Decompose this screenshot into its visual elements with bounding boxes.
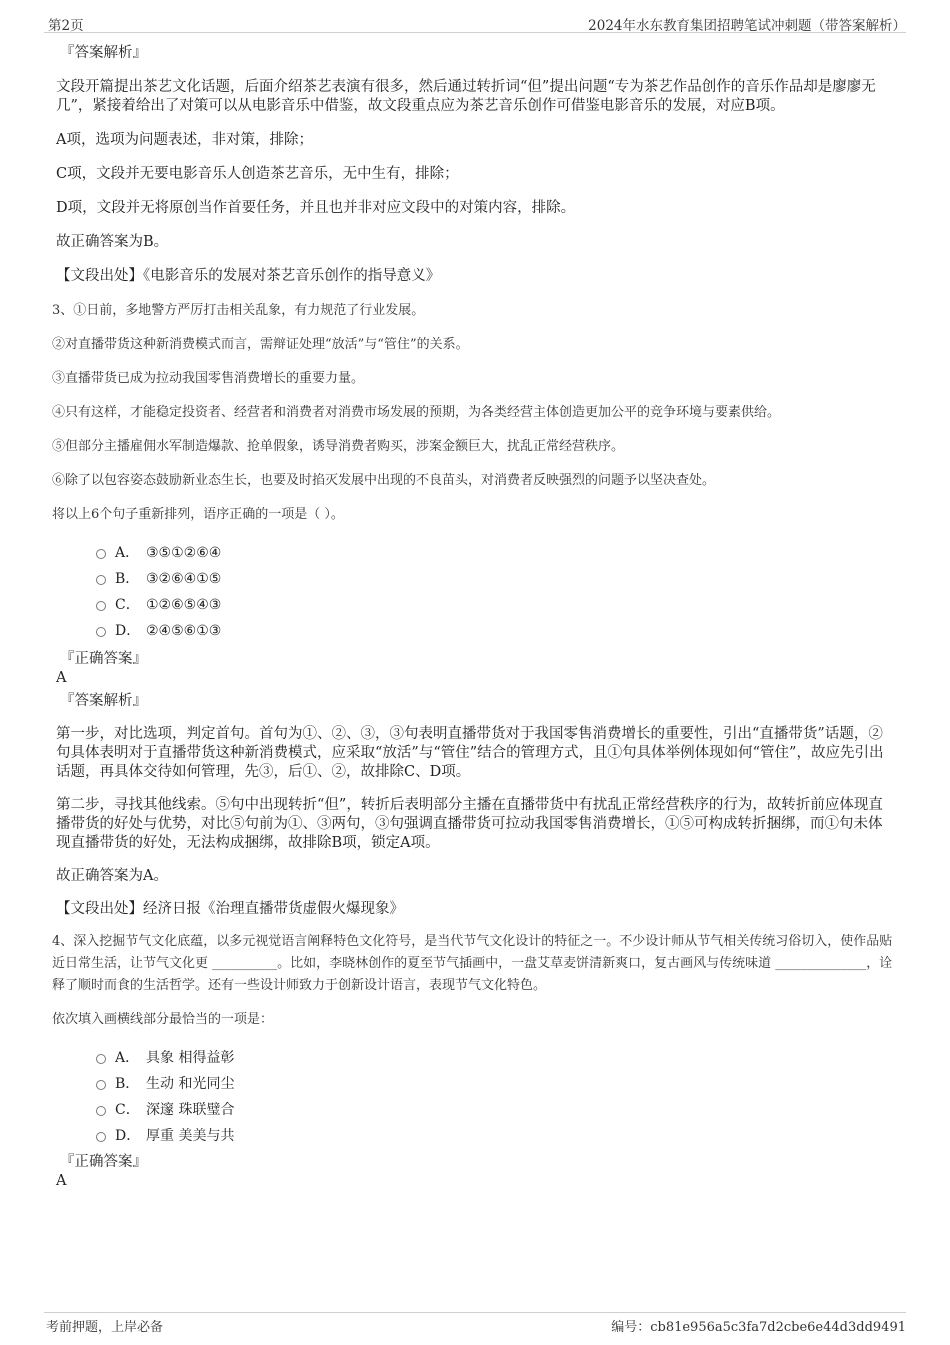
page-content xyxy=(52,44,896,1191)
option-letter: D． xyxy=(115,1128,141,1144)
analysis-paragraph: A项，选项为问题表述，非对策，排除； xyxy=(56,132,313,148)
source-citation: 【文段出处】经济日报《治理直播带货虚假火爆现象》 xyxy=(56,901,404,917)
page-footer xyxy=(44,1312,906,1343)
analysis-label: 『答案解析』 xyxy=(60,693,147,709)
radio-button[interactable] xyxy=(96,1054,106,1064)
question-sentence: ③直播带货已成为拉动我国零售消费增长的重要力量。 xyxy=(52,371,365,386)
option-b[interactable] xyxy=(56,566,896,592)
page-header xyxy=(44,12,906,33)
option-letter: C． xyxy=(115,1102,140,1118)
option-d[interactable] xyxy=(56,1123,896,1149)
answer-conclusion: 故正确答案为B。 xyxy=(56,234,169,250)
question-sentence: 3、①日前，多地警方严厉打击相关乱象，有力规范了行业发展。 xyxy=(52,303,425,318)
radio-button[interactable] xyxy=(96,575,106,585)
option-text: ③②⑥④①⑤ xyxy=(146,571,222,587)
question-sentence: ②对直播带货这种新消费模式而言，需辩证处理“放活”与“管住”的关系。 xyxy=(52,337,469,352)
option-text: 厚重 美美与共 xyxy=(146,1128,235,1144)
option-d[interactable] xyxy=(56,618,896,644)
options-list xyxy=(56,1045,896,1149)
question-prompt: 依次填入画横线部分最恰当的一项是： xyxy=(52,1012,274,1027)
analysis-paragraph: 第二步，寻找其他线索。⑤句中出现转折“但”，转折后表明部分主播在直播带货中有扰乱正常经营秩序的行为，故转折前应体现直播带货的好处与优势，对比⑤句前为①、③两句，③句强调直播带货可拉动我国零售消费增长，①⑤可构成转折捆绑，而①句未体现直播带货的好处，无法构成捆绑，故排除B项，锁定A项。 xyxy=(56,797,883,851)
analysis-paragraph: 文段开篇提出茶艺文化话题，后面介绍茶艺表演有很多，然后通过转折词“但”提出问题“专为茶艺作品创作的音乐作品却是廖廖无几”，紧接着给出了对策可以从电影音乐中借鉴，故文段重点应为茶艺音乐创作可借鉴电影音乐的发展，对应B项。 xyxy=(56,79,876,114)
option-text: 生动 和光同尘 xyxy=(146,1076,235,1092)
option-letter: C． xyxy=(115,597,140,613)
analysis-paragraph: D项，文段并无将原创当作首要任务，并且也并非对应文段中的对策内容，排除。 xyxy=(56,200,576,216)
option-letter: D． xyxy=(115,623,141,639)
question-sentence: ④只有这样，才能稳定投资者、经营者和消费者对消费市场发展的预期，为各类经营主体创造更加公平的竞争环境与要素供给。 xyxy=(52,405,781,420)
page-number: 第2页 xyxy=(48,18,84,34)
option-letter: A． xyxy=(115,545,140,561)
radio-button[interactable] xyxy=(96,627,106,637)
answer-conclusion: 故正确答案为A。 xyxy=(56,868,168,884)
option-b[interactable] xyxy=(56,1071,896,1097)
correct-answer: A xyxy=(56,1173,67,1189)
options-list xyxy=(56,540,896,644)
radio-button[interactable] xyxy=(96,601,106,611)
correct-answer-label: 『正确答案』 xyxy=(60,651,147,667)
footer-code xyxy=(611,1316,906,1335)
analysis-paragraph: 第一步，对比选项，判定首句。首句为①、②、③，③句表明直播带货对于我国零售消费增长的重要性，引出“直播带货”话题，②句具体表明对于直播带货这种新消费模式，应采取“放活”与“管住”结合的管理方式，且①句具体举例体现如何“管住”，故应先引出话题，再具体交待如何管理，先③，后①、②，故排除C、D项。 xyxy=(56,726,884,780)
code-value: cb81e956a5c3fa7d2cbe6e44d3dd9491 xyxy=(650,1320,906,1335)
option-a[interactable] xyxy=(56,1045,896,1071)
radio-button[interactable] xyxy=(96,1080,106,1090)
option-text: ②④⑤⑥①③ xyxy=(146,623,222,639)
option-text: 深邃 珠联璧合 xyxy=(146,1102,235,1118)
analysis-paragraph: C项，文段并无要电影音乐人创造茶艺音乐，无中生有，排除； xyxy=(56,166,459,182)
option-letter: A． xyxy=(115,1050,140,1066)
question-prompt: 将以上6个句子重新排列，语序正确的一项是（ ）。 xyxy=(52,507,344,522)
document-title: 2024年水东教育集团招聘笔试冲刺题（带答案解析） xyxy=(588,18,906,34)
option-text: ③⑤①②⑥④ xyxy=(146,545,222,561)
source-citation: 【文段出处】《电影音乐的发展对茶艺音乐创作的指导意义》 xyxy=(56,268,441,284)
option-letter: B． xyxy=(115,571,140,587)
radio-button[interactable] xyxy=(96,1106,106,1116)
option-c[interactable] xyxy=(56,1097,896,1123)
question-4-stem: 4、深入挖掘节气文化底蕴，以多元视觉语言阐释特色文化符号，是当代节气文化设计的特征之一。不少设计师从节气相关传统习俗切入，使作品贴近日常生活，让节气文化更 __________。比如，李晓林创作的夏至节气插画中，一盘艾草麦饼清新爽口，复古画风与传统味道 ______________，诠释了顺时而食的生活哲学。还有一些设计师致力于创新设计语言，表现节气文化特色。 xyxy=(52,934,893,993)
radio-button[interactable] xyxy=(96,1132,106,1142)
question-sentence: ⑥除了以包容姿态鼓励新业态生长，也要及时掐灭发展中出现的不良苗头，对消费者反映强烈的问题予以坚决查处。 xyxy=(52,473,716,488)
correct-answer: A xyxy=(56,670,67,686)
radio-button[interactable] xyxy=(96,549,106,559)
option-text: 具象 相得益彰 xyxy=(146,1050,235,1066)
question-3 xyxy=(52,300,896,526)
question-sentence: ⑤但部分主播雇佣水军制造爆款、抢单假象，诱导消费者购买，涉案金额巨大，扰乱正常经营秩序。 xyxy=(52,439,625,454)
correct-answer-label: 『正确答案』 xyxy=(60,1154,147,1170)
option-a[interactable] xyxy=(56,540,896,566)
option-letter: B． xyxy=(115,1076,140,1092)
code-label: 编号： xyxy=(611,1320,651,1335)
footer-slogan: 考前押题，上岸必备 xyxy=(46,1320,164,1335)
analysis-label: 『答案解析』 xyxy=(60,45,147,61)
option-text: ①②⑥⑤④③ xyxy=(146,597,222,613)
option-c[interactable] xyxy=(56,592,896,618)
